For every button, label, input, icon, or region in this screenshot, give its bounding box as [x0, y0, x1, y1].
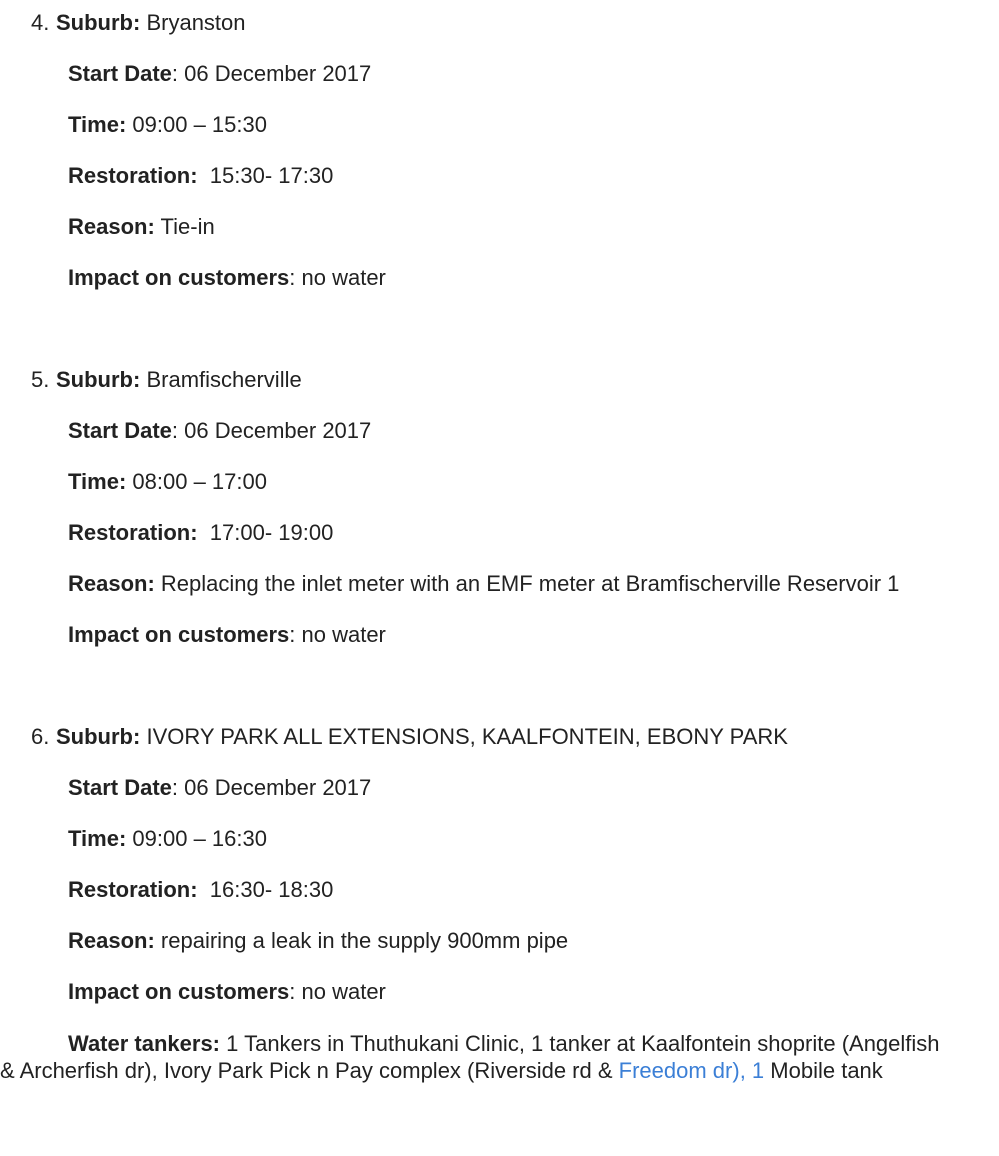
suburb-value: IVORY PARK ALL EXTENSIONS, KAALFONTEIN, EBONY PARK — [146, 724, 788, 749]
start-date-value: : 06 December 2017 — [171, 418, 372, 443]
suburb-label: Suburb: — [56, 10, 141, 35]
list-number: 6. — [31, 724, 50, 749]
impact-label: Impact on customers — [68, 979, 290, 1004]
time-label: Time: — [68, 469, 127, 494]
water-tankers-text: 1 Tankers in Thuthukani Clinic, 1 tanker at Kaalfontein shoprite (Angelfish & Archerfish dr), Ivory Park Pick n Pay complex (Riverside rd & — [0, 1031, 940, 1083]
reason-value: Tie-in — [160, 214, 215, 239]
restoration-label: Restoration: — [68, 163, 198, 188]
impact-value: : no water — [289, 622, 386, 647]
reason-value: Replacing the inlet meter with an EMF meter at Bramfischerville Reservoir 1 — [160, 571, 900, 596]
restoration-value: 16:30- 18:30 — [209, 877, 334, 902]
start-date-label: Start Date — [68, 775, 172, 800]
restoration-value: 15:30- 17:30 — [209, 163, 334, 188]
reason-row — [68, 928, 568, 954]
time-value: 09:00 – 15:30 — [132, 112, 267, 137]
suburb-row — [56, 724, 788, 750]
reason-label: Reason: — [68, 928, 155, 953]
reason-label: Reason: — [68, 571, 155, 596]
suburb-row — [56, 10, 246, 36]
time-row — [68, 469, 267, 495]
time-row — [68, 826, 267, 852]
start-date-label: Start Date — [68, 61, 172, 86]
start-date-label: Start Date — [68, 418, 172, 443]
time-label: Time: — [68, 826, 127, 851]
impact-label: Impact on customers — [68, 622, 290, 647]
suburb-row — [56, 367, 302, 393]
impact-value: : no water — [289, 265, 386, 290]
reason-row — [68, 214, 215, 240]
reason-label: Reason: — [68, 214, 155, 239]
restoration-label: Restoration: — [68, 520, 198, 545]
water-tankers-label: Water tankers: — [68, 1031, 221, 1056]
start-date-row — [68, 775, 371, 801]
list-number: 5. — [31, 367, 50, 392]
impact-label: Impact on customers — [68, 265, 290, 290]
suburb-value: Bramfischerville — [146, 367, 302, 392]
suburb-value: Bryanston — [146, 10, 246, 35]
list-number: 4. — [31, 10, 50, 35]
suburb-label: Suburb: — [56, 367, 141, 392]
start-date-row — [68, 418, 371, 444]
freedom-dr-link[interactable]: Freedom dr), 1 — [618, 1058, 765, 1083]
time-value: 08:00 – 17:00 — [132, 469, 267, 494]
restoration-row — [68, 877, 333, 903]
time-value: 09:00 – 16:30 — [132, 826, 267, 851]
time-row — [68, 112, 267, 138]
start-date-value: : 06 December 2017 — [171, 775, 372, 800]
restoration-row — [68, 163, 333, 189]
impact-row — [68, 265, 386, 291]
impact-row — [68, 622, 386, 648]
reason-row — [68, 571, 899, 597]
water-tankers-paragraph — [0, 1030, 960, 1084]
impact-row — [68, 979, 386, 1005]
restoration-row — [68, 520, 333, 546]
start-date-value: : 06 December 2017 — [171, 61, 372, 86]
time-label: Time: — [68, 112, 127, 137]
restoration-label: Restoration: — [68, 877, 198, 902]
impact-value: : no water — [289, 979, 386, 1004]
water-tankers-tail: Mobile tank — [770, 1058, 883, 1083]
restoration-value: 17:00- 19:00 — [209, 520, 334, 545]
reason-value: repairing a leak in the supply 900mm pipe — [160, 928, 569, 953]
suburb-label: Suburb: — [56, 724, 141, 749]
start-date-row — [68, 61, 371, 87]
